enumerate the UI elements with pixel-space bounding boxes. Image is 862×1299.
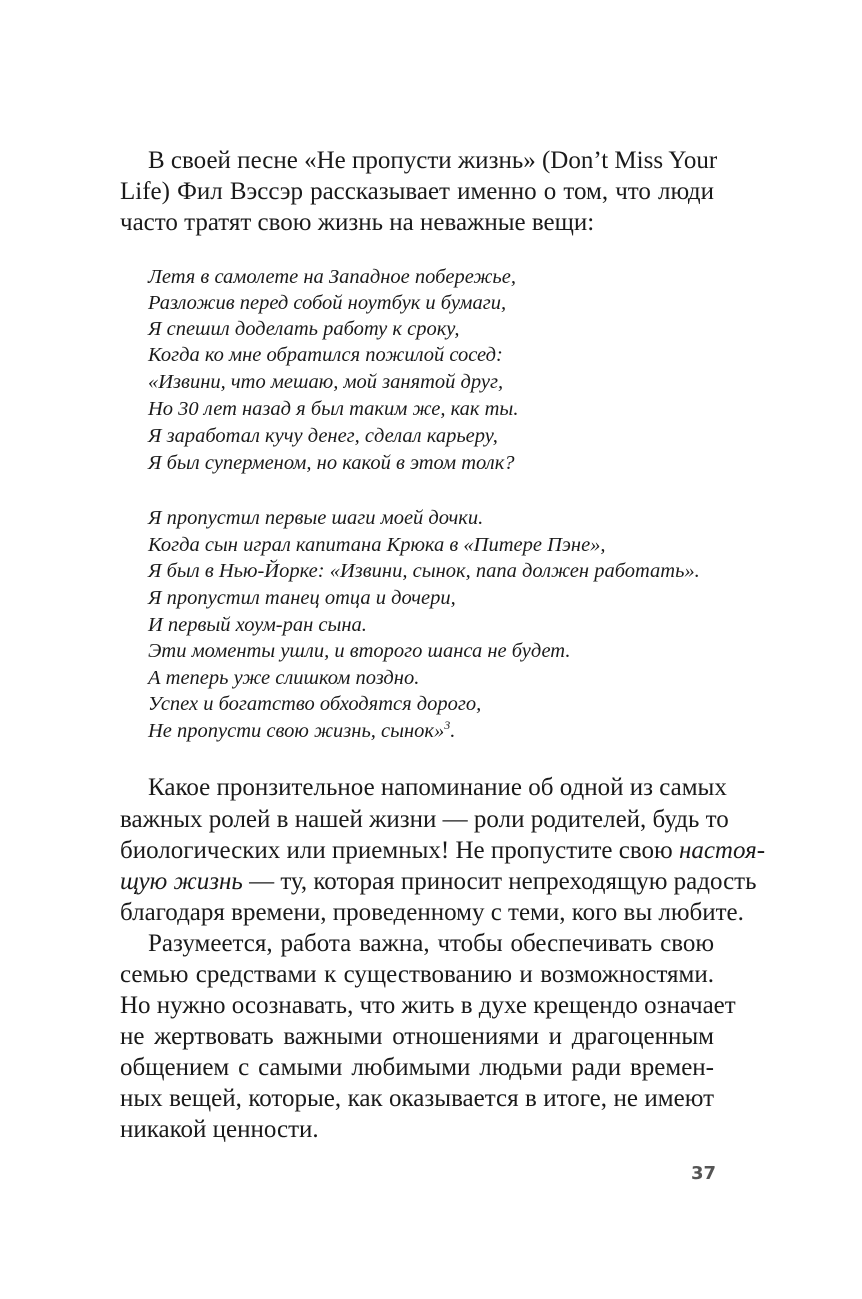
paragraph-2-line: Какое пронзительное напоминание об одной из самых xyxy=(148,774,727,801)
verse-line: Я был суперменом, но какой в этом толк? xyxy=(148,452,515,474)
verse-line: Я был в Нью-Йорке: «Извини, сынок, папа должен работать». xyxy=(148,560,700,582)
paragraph-3-line: никакой ценности. xyxy=(120,1116,319,1143)
paragraph-3-line: ных вещей, которые, как оказывается в итоге, не имеют xyxy=(120,1085,714,1112)
verse-line-last xyxy=(148,718,455,744)
paragraph-1-line: В своей песне «Не пропусти жизнь» (Don’t Miss Your xyxy=(148,147,718,174)
paragraph-3-line: Но нужно осознавать, что жить в духе крещендо означает xyxy=(120,992,736,1019)
verse-line: Но 30 лет назад я был таким же, как ты. xyxy=(148,398,519,420)
verse-line: Когда сын играл капитана Крюка в «Питере Пэне», xyxy=(148,534,606,556)
verse-line-end: . xyxy=(450,720,456,742)
page-number: 37 xyxy=(690,1163,716,1184)
paragraph-3-line: Разумеется, работа важна, чтобы обеспечивать свою xyxy=(148,930,714,957)
footnote-reference: 3 xyxy=(444,718,451,733)
verse-line: А теперь уже слишком поздно. xyxy=(148,667,420,689)
verse-line: Разложив перед собой ноутбук и бумаги, xyxy=(148,292,507,314)
paragraph-3-line: семью средствами к существованию и возможностями. xyxy=(120,961,714,988)
paragraph-1-line: часто тратят свою жизнь на неважные вещи: xyxy=(120,209,595,236)
verse-line: Летя в самолете на Западное побережье, xyxy=(148,266,516,288)
verse-line: Эти моменты ушли, и второго шанса не будет. xyxy=(148,640,571,662)
paragraph-2-line xyxy=(120,836,766,866)
verse-line: Когда ко мне обратился пожилой сосед: xyxy=(148,344,503,366)
paragraph-2-line: важных ролей в нашей жизни — роли родителей, будь то xyxy=(120,806,729,833)
verse-line: Я пропустил первые шаги моей дочки. xyxy=(148,507,484,529)
verse-line: Я спешил доделать работу к сроку, xyxy=(148,318,460,340)
verse-line-text: Не пропусти свою жизнь, сынок» xyxy=(148,720,445,742)
paragraph-1-line: Life) Фил Вэссэр рассказывает именно о том, что люди xyxy=(120,178,714,205)
italic-text: настоя- xyxy=(678,837,766,864)
paragraph-3-line: общением с самыми любимыми людьми ради времен- xyxy=(120,1054,714,1081)
verse-line: Я пропустил танец отца и дочери, xyxy=(148,587,456,609)
paragraph-2-line: благодаря времени, проведенному с теми, кого вы любите. xyxy=(120,899,744,926)
italic-text: щую жизнь xyxy=(120,868,243,895)
text-run: биологических или приемных! Не пропустите свою xyxy=(120,837,679,864)
verse-line: «Извини, что мешаю, мой занятой друг, xyxy=(148,371,504,393)
verse-line: И первый хоум-ран сына. xyxy=(148,614,367,636)
paragraph-3-line: не жертвовать важными отношениями и драгоценным xyxy=(120,1023,714,1050)
text-run: — ту, которая приносит непреходящую радость xyxy=(242,868,757,895)
paragraph-2-line xyxy=(120,867,757,897)
verse-line: Успех и богатство обходятся дорого, xyxy=(148,693,482,715)
verse-line: Я заработал кучу денег, сделал карьеру, xyxy=(148,425,498,447)
